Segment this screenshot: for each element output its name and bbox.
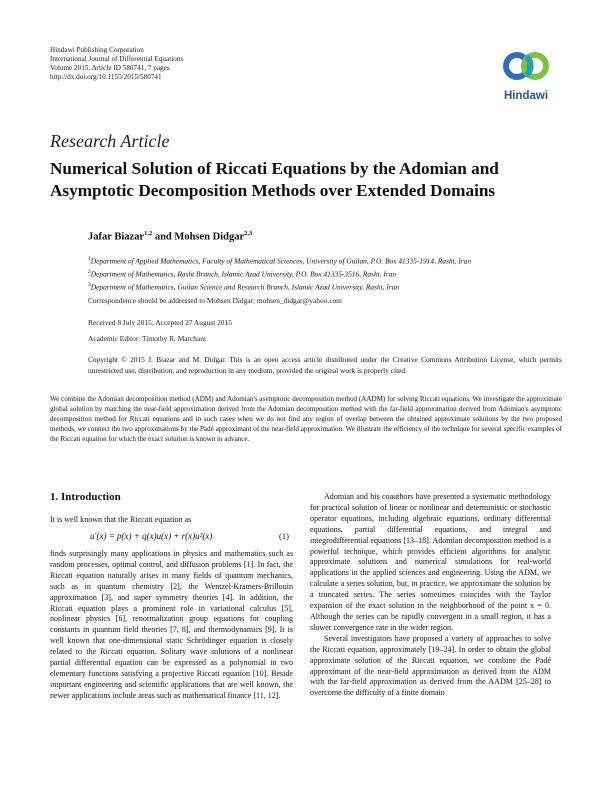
publication-info — [50, 46, 183, 82]
paragraph: Several investigators have proposed a variety of approaches to solve the Riccati equation, approximately [19–24]. In order to obtain the global approximate solution of the Riccati equation, we combine the Padé approximant of the near-field approximation as derived from the ADM with the far-field approximation as derived from the AADM [25–28] to overcome the difficulty of a finite domain — [310, 633, 551, 698]
right-column-body — [310, 492, 551, 699]
riccati-equation: u′(x) = p(x) + q(x)u(x) + r(x)u²(x) — [90, 531, 213, 541]
paragraph: Adomian and his coauthors have presented a systematic methodology for practical solution of linear or nonlinear and deterministic or stochastic operator equations, including algebraic equations, ordinary differential equations, partial differential equations, and integral and integrodifferential equations [13–18]. Adomian decomposition method is a powerful technique, which provides efficient algorithms for analytic approximate solutions and numerical simulations for real-world applications in the applied sciences and engineering. Using the ADM, we calculate a series solution, but, in practice, we approximate the solution by a truncated series. The series sometimes coincides with the Taylor expansion of the exact solution in the neighborhood of the point x = 0. Although the series can be rapidly convergent in a small region, it has a slower convergence rate in the wider region. — [310, 492, 551, 632]
author-name[interactable]: Mohsen Didgar — [174, 231, 245, 243]
correspondence: Correspondence should be addressed to Mohsen Didgar; mohsen_didgar@yahoo.com — [88, 296, 342, 305]
article-type: Research Article — [50, 131, 170, 151]
section-heading: 1. Introduction — [50, 491, 121, 503]
affiliation: $^1$Department of Applied Mathematics, Faculty of Mathematical Sciences, University of Guilan, P.O. Box 41335-1914, Rasht, Iran — [88, 256, 472, 266]
author-affiliation-mark: 1,2 — [144, 230, 153, 237]
dates: Received 8 July 2015; Accepted 27 August 2015 — [88, 318, 232, 327]
hindawi-logo-icon — [496, 44, 556, 90]
academic-editor: Academic Editor: Timothy R. Marchant — [88, 334, 207, 343]
copyright-notice: Copyright © 2015 J. Biazar and M. Didgar. This is an open access article distributed under the Creative Commons Attribution License, which permits unrestricted use, distribution, and reproduction in any medium, provided the original work is properly cited. — [88, 355, 562, 375]
publisher-name: Hindawi Publishing Corporation — [50, 46, 144, 54]
hindawi-logo — [496, 44, 556, 106]
paper-title: Numerical Solution of Riccati Equations by the Adomian and Asymptotic Decomposition Methods over Extended Domains — [50, 159, 499, 200]
author-conjunction: and — [154, 231, 172, 243]
journal-name: International Journal of Differential Equations — [50, 55, 184, 63]
left-column-body — [50, 549, 293, 702]
logo-text: Hindawi — [503, 90, 549, 102]
affiliation: $^2$Department of Mathematics, Rasht Branch, Islamic Azad University, P.O. Box 41335-3516, Rasht, Iran — [88, 268, 397, 279]
doi-link[interactable]: http://dx.doi.org/10.1155/2015/580741 — [50, 73, 162, 81]
paragraph: finds surprisingly many applications in physics and mathematics such as random processes, optimal control, and diffusion problems [1]. In fact, the Riccati equation naturally arises in many fields of quantum mechanics, such as in quantum chemistry [2], the Wentzel-Kramers-Brillouin approximation [3], and super symmetry theories [4]. In addition, the Riccati equation plays a prominent role in variational calculus [5], nonlinear physics [6], renormalization group equations for coupling constants in quantum field theories [7, 8], and thermodynamics [9]. It is well known that one-dimensional static Schrödinger equation is closely related to the Riccati equation. Solitary wave solutions of a nonlinear partial differential equation can be expressed as a polynomial in two elementary functions satisfying a projective Riccati equation [10]. Beside important engineering and scientific applications that are well known, the newer applications include areas such as mathematical finance [11, 12]. — [50, 549, 293, 700]
author-list — [88, 230, 252, 243]
equation-number: (1) — [279, 531, 289, 541]
intro-sentence: It is well known that the Riccati equation as — [50, 515, 192, 524]
volume-info: Volume 2015, Article ID 580741, 7 pages — [50, 64, 170, 72]
author-affiliation-mark: 2,3 — [244, 230, 253, 237]
affiliation: $^3$Department of Mathematics, Guilan Science and Research Branch, Islamic Azad University, Rasht, Iran — [88, 281, 400, 292]
author-name[interactable]: Jafar Biazar — [88, 231, 145, 243]
abstract: We combine the Adomian decomposition method (ADM) and Adomian's asymptotic decomposition method (AADM) for solving Riccati equations. We investigate the approximate global solution by matching the near-field approximation derived from the Adomian decomposition method with the far-field approximation derived from Adomian's asymptotic decomposition method for Riccati equations and in such cases when we do not find any region of overlap between the obtained approximate solutions by the two proposed methods, we connect the two approximations by the Padé approximant of the near-field approximation. We illustrate the efficiency of the technique for several specific examples of the Riccati equation for which the exact solution is known in advance. — [50, 395, 562, 444]
affiliations — [88, 254, 471, 293]
